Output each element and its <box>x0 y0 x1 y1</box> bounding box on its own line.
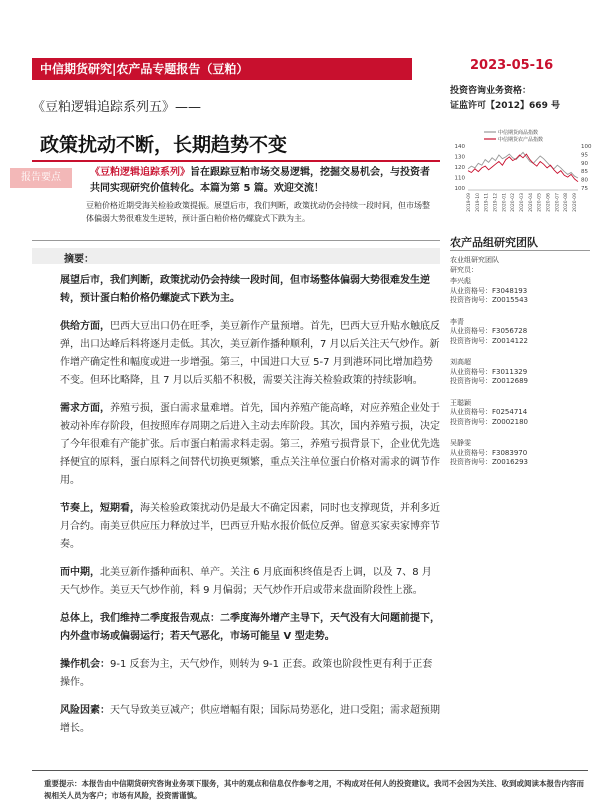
x-tick-label: 2020-04 <box>528 193 534 212</box>
section-divider <box>32 240 440 241</box>
title-divider <box>32 160 440 162</box>
x-tick-label: 2020-09 <box>573 193 578 212</box>
intro-highlight-text: 旨在跟踪豆粕市场交易逻辑，挖掘交易机会，与投资者共同实现研究价值转化。本篇为第 5 篇。欢迎交流！ <box>90 167 430 194</box>
paragraph-lead: 而中期， <box>60 567 100 578</box>
intro-block <box>46 165 436 225</box>
member-license: 从业资格号：F3056728 <box>450 327 528 335</box>
member-consult-no: 投资咨询号：Z0012689 <box>450 377 528 385</box>
y-right-tick-label: 85 <box>581 169 588 176</box>
y-right-tick-label: 75 <box>581 186 588 192</box>
x-tick-label: 2019-10 <box>475 193 481 212</box>
paragraph <box>60 656 440 692</box>
series-title: 《豆粕逻辑追踪系列五》—— <box>32 100 202 115</box>
member-consult-no: 投资咨询号：Z0002180 <box>450 417 528 426</box>
legend-label: 中信期货农产品指数 <box>498 137 544 143</box>
x-tick-label: 2019-12 <box>493 193 499 212</box>
paragraph <box>60 500 440 554</box>
page-title: 政策扰动不断，长期趋势不变 <box>40 134 288 156</box>
abstract-label: 摘要： <box>64 254 94 265</box>
member-consult-no: 投资咨询号：Z0015543 <box>450 296 528 304</box>
qualification-label: 投资咨询业务资格： <box>450 86 532 96</box>
x-tick-label: 2020-03 <box>520 193 525 212</box>
paragraph-lead: 展望后市，我们判断，政策扰动仍会持续一段时间，但市场整体偏弱大势很难发生逆转，预计蛋白粕价格仍螺旋式下跌为主。 <box>60 275 430 304</box>
x-tick-label: 2020-05 <box>537 193 543 212</box>
series-line <box>468 154 578 182</box>
x-tick-label: 2020-06 <box>546 193 552 212</box>
y-right-tick-label: 80 <box>581 177 588 184</box>
y-right-tick-label: 100 <box>581 144 592 150</box>
abstract-bar <box>32 248 440 264</box>
paragraph-text: 巴西大豆出口仍在旺季，美豆新作产量预增。首先，巴西大豆升贴水触底反弹，出口达峰后料将逐月走低。其次，美豆新作播种顺利，7 月以后关注天气炒作。新作增产确定性和幅度或进一步增强。第三，中国进口大豆 5-7 月到港环同比增加趋势不变。但环比略降，且 7 月以后买船不积极，需要关注海关检验政策的持续影响。 <box>60 321 440 386</box>
report-banner: 中信期货研究|农产品专题报告（豆粕） <box>32 58 412 80</box>
intro-body: 豆粕价格近期受海关检验政策提振。展望后市，我们判断，政策扰动仍会持续一段时间，但市场整体偏弱大势很难发生逆转，预计蛋白粕价格仍螺旋式下跌为主。 <box>86 201 430 223</box>
paragraph <box>60 272 440 308</box>
member-consult-no: 投资咨询号：Z0016293 <box>450 458 528 466</box>
paragraph <box>60 564 440 600</box>
paragraph <box>60 400 440 490</box>
team-role: 研究员： <box>450 265 478 274</box>
report-date: 2023-05-16 <box>470 58 554 73</box>
member-name: 王聪颖 <box>450 398 471 407</box>
paragraph-lead: 需求方面， <box>60 403 110 414</box>
paragraph <box>60 318 440 390</box>
team-name: 农业组研究团队 <box>450 256 499 264</box>
x-tick-label: 2020-02 <box>511 193 517 212</box>
paragraph-lead: 风险因素： <box>60 705 110 716</box>
footer-divider <box>32 770 588 771</box>
member-consult-no: 投资咨询号：Z0014122 <box>450 336 528 345</box>
paragraph-text: 北美豆新作播种面积、单产。关注 6 月底面积终值是否上调，以及 7、8 月天气炒作。美豆天气炒作前，料 9 月偏弱；天气炒作开启或带来盘面阶段性上涨。 <box>60 567 432 596</box>
member <box>450 318 590 347</box>
paragraph-text: 养殖亏损，蛋白需求量难增。首先，国内养殖产能高峰，对应养殖企业处于被动补库存阶段，但按照库存周期之后进入主动去库阶段。其次，国内养殖亏损，决定了今年很难有产能扩张。后市蛋白粕需求料走弱。第三，养殖亏损背景下，企业优先选择便宜的原料，蛋白原料之间替代切换更频繁，重点关注单位蛋白价格对需求的调节作用。 <box>60 403 440 486</box>
qualification-block <box>450 84 590 114</box>
member-license: 从业资格号：F3011329 <box>450 367 528 376</box>
legend-label: 中信期货商品指数 <box>498 130 539 136</box>
paragraph <box>60 702 440 738</box>
paragraph-lead: 供给方面， <box>60 321 110 332</box>
member-license: 从业资格号：F3083970 <box>450 448 528 457</box>
disclaimer: 重要提示：本报告由中信期货研究咨询业务项下服务，其中的观点和信息仅作参考之用，不构成对任何人的投资建议。我司不会因为关注、收到或阅读本报告内容而视相关人员为客户；市场有风险，投资需谨慎。 <box>44 779 584 800</box>
team-members <box>450 256 590 480</box>
team-divider <box>450 250 590 251</box>
y-tick-label: 140 <box>454 144 465 150</box>
member-name: 刘高超 <box>450 358 471 366</box>
member-license: 从业资格号：F3048193 <box>450 286 528 295</box>
paragraph <box>60 610 440 646</box>
team-title: 农产品组研究团队 <box>450 236 538 249</box>
member <box>450 358 590 387</box>
x-tick-label: 2019-11 <box>484 193 490 212</box>
paragraph-text: 9-1 反套为主，天气炒作，则转为 9-1 正套。政策也阶段性更有利于正套操作。 <box>60 659 433 688</box>
series-line <box>468 152 578 178</box>
paragraph-lead: 操作机会： <box>60 659 110 670</box>
x-tick-label: 2020-08 <box>564 193 570 212</box>
key-points-tag: 报告要点 <box>10 168 72 188</box>
member-name: 李兴彪 <box>450 277 471 285</box>
paragraph-lead: 总体上，我们维持二季度报告观点：二季度海外增产主导下，天气没有大问题前提下，内外盘市场或偏弱运行；若天气恶化，市场可能呈 V 型走势。 <box>60 613 440 642</box>
y-tick-label: 130 <box>454 154 465 161</box>
y-tick-label: 110 <box>454 175 465 182</box>
member-name: 吴静雯 <box>450 439 471 447</box>
member-name: 李青 <box>450 317 464 326</box>
y-right-tick-label: 90 <box>581 160 588 167</box>
member <box>450 277 590 306</box>
member <box>450 439 590 468</box>
y-tick-label: 100 <box>454 186 465 192</box>
paragraph-lead: 节奏上，短期看， <box>60 503 140 514</box>
member-license: 从业资格号：F0254714 <box>450 408 528 416</box>
paragraph-text: 天气导致美豆减产；供应增幅有限；国际局势恶化，进口受阻；需求超预期增长。 <box>60 705 440 734</box>
x-tick-label: 2020-01 <box>502 193 508 212</box>
y-right-tick-label: 95 <box>581 152 588 159</box>
qualification-value: 证监许可【2012】669 号 <box>450 101 560 111</box>
index-chart <box>440 128 600 218</box>
abstract-body <box>60 272 440 748</box>
x-tick-label: 2019-09 <box>467 193 472 212</box>
member <box>450 399 590 428</box>
x-tick-label: 2020-07 <box>555 193 561 212</box>
paragraph-text: 海关检验政策扰动仍是最大不确定因素，同时也支撑现货，并利多近月合约。南美豆供应压力释放过半，巴西豆升贴水报价低位反弹。留意买家卖家博弈节奏。 <box>60 503 440 550</box>
intro-series-name: 《豆粕逻辑追踪系列》 <box>90 167 190 178</box>
intro-highlight <box>46 165 436 197</box>
y-tick-label: 120 <box>454 165 465 171</box>
